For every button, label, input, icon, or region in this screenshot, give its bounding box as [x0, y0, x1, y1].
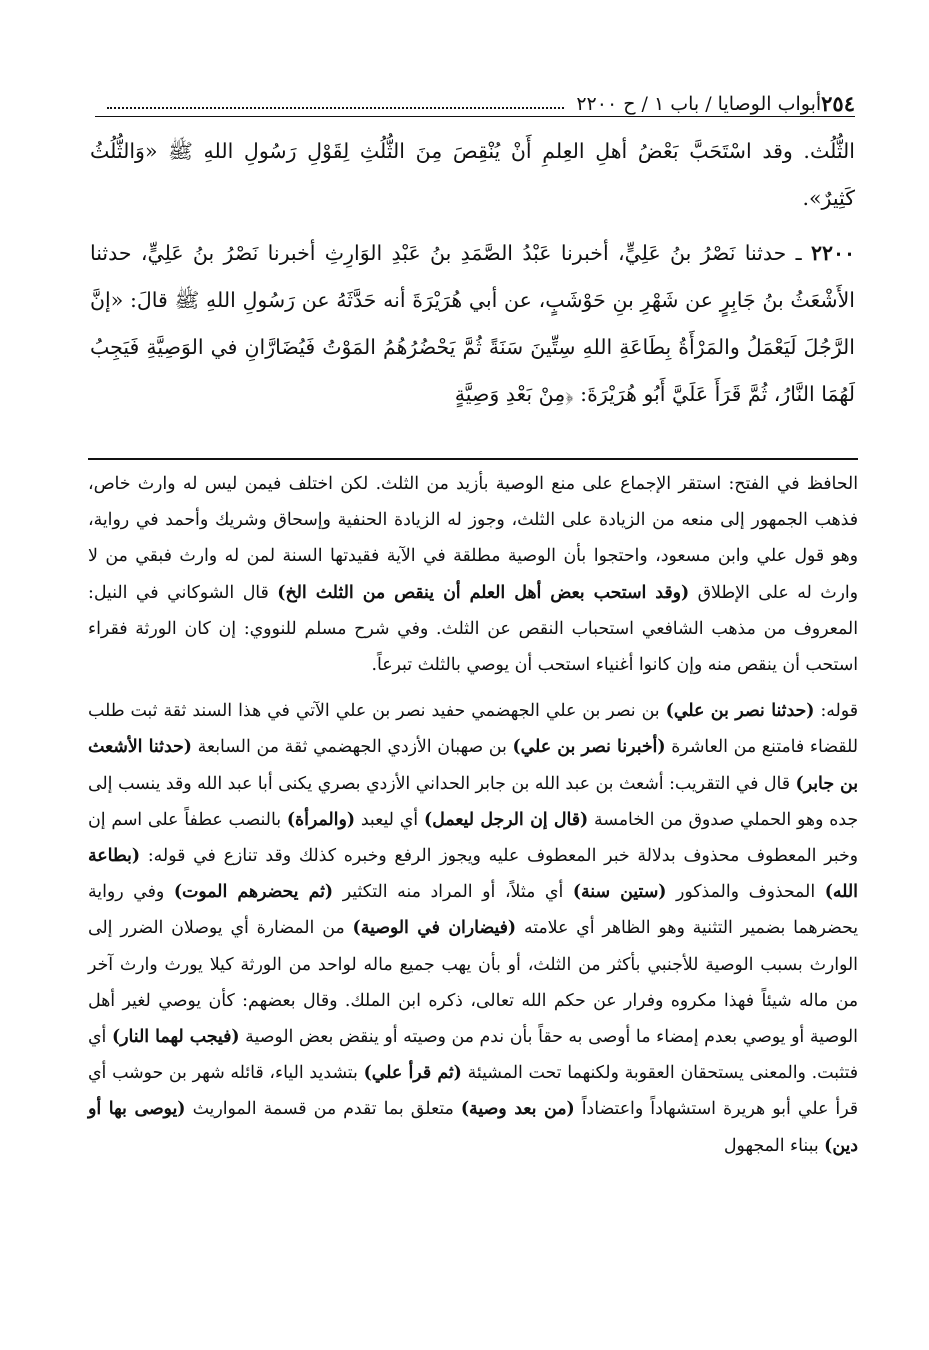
commentary-paragraph	[88, 693, 858, 1164]
page-number: ٢٥٤	[821, 91, 855, 116]
hadith-paragraph	[90, 230, 855, 418]
commentary-text: بتشديد الياء، قائله شهر بن حوشب أي قرأ علي أبو هريرة استشهاداً واعتضاداً	[88, 1063, 859, 1120]
commentary-quote: (من بعد وصية)	[460, 1099, 575, 1120]
commentary-paragraph	[88, 466, 858, 683]
main-paragraph	[90, 128, 855, 222]
commentary-quote: (والمرأة)	[286, 809, 356, 830]
footnote-divider	[88, 458, 858, 460]
commentary-quote: (قال إن الرجل ليعمل)	[423, 809, 589, 830]
commentary-quote: (ثم يحضرهم الموت)	[173, 882, 334, 903]
commentary-text: من المضارة أي يوصلان الضرر إلى الوارث بسبب الوصية للأجنبي بأكثر من الثلث، أو بأن يهب جميع ماله لواحد من الورثة كيلا يورث وارث آخر من ماله شيئاً فهذا مكروه وفرار عن حكم الله تعالى، ذكره ابن الملك. وقال بعضهم: كأن يوصي لغير أهل الوصية أو يوصي بعدم إمضاء ما أوصى به حقاً بأن ندم من وصيته أو ينقض بعض الوصية	[88, 918, 858, 1048]
commentary-quote: (فيضاران في الوصية)	[352, 918, 517, 939]
commentary-quote: (حدثنا نصر بن علي)	[665, 701, 815, 722]
commentary	[88, 466, 858, 1164]
commentary-text: متعلق بما تقدم من قسمة المواريث	[185, 1099, 461, 1120]
commentary-quote: (أخبرنا نصر بن علي)	[512, 737, 666, 758]
commentary-text: قال في التقريب: أشعث بن عبد الله بن جابر الحداني الأزدي بصري يكنى أبا عبد الله وقد ينسب إلى جده وهو الحملي صدوق من الخامسة	[88, 773, 859, 830]
commentary-text: ببناء المجهول	[723, 1135, 825, 1156]
commentary-quote: (حدثنا الأشعث بن جابر)	[88, 737, 858, 794]
commentary-quote: (بطاعة الله)	[88, 846, 858, 903]
commentary-text: بن نصر بن علي الجهضمي حفيد نصر بن علي الآتي في هذا السند ثقة ثبت طلب للقضاء فامتنع من العاشرة	[88, 701, 858, 758]
commentary-text: أي مثلاً، أو المراد منه التكثير	[333, 882, 573, 903]
commentary-quote: (ستين سنة)	[572, 882, 667, 903]
commentary-text: قال الشوكاني في النيل: المعروف من مذهب الشافعي استحباب النقص عن الثلث. وفي شرح مسلم للنووي: إن كان الورثة فقراء استحب أن ينقص منه وإن كانوا أغنياء استحب أن يوصي بالثلث تبرعاً.	[88, 582, 858, 676]
main-paragraph-text: الثُّلُث. وقد اسْتَحَبَّ بَعْضُ أهلِ العِلمِ أَنْ يُنْقِصَ مِنَ الثُّلُثِ لِقَوْلِ رَسُولِ اللهِ ﷺ «وَالثُّلُثُ كَثِيرٌ».	[90, 139, 855, 210]
main-text	[90, 128, 855, 418]
running-title: أبواب الوصايا / باب ١ / ح ٢٢٠٠	[576, 93, 822, 115]
commentary-text: أي ليعبد	[355, 809, 424, 830]
hadith-number: ٢٢٠٠	[810, 241, 855, 265]
hadith-text: ـ حدثنا نَصْرُ بنُ عَلِيٍّ، أخبرنا عَبْدُ الصَّمَدِ بنُ عَبْدِ الوَارِثِ أخبرنا نَصْرُ بنُ عَلِيٍّ، حدثنا الأَشْعَثُ بنُ جَابِرٍ عن شَهْرِ بنِ حَوْشَبٍ، عن أبي هُرَيْرَةَ أنه حَدَّثَهُ عن رَسُولِ اللهِ ﷺ قالَ: «إنَّ الرَّجُلَ لَيَعْمَلُ والمَرْأَةُ بِطَاعَةِ اللهِ سِتِّينَ سَنَةً ثُمَّ يَحْضُرُهُمُ المَوْتُ فَيُضَارَّانِ في الوَصِيَّةِ فَيَجِبُ لَهُمَا النَّارُ، ثُمَّ قَرَأَ عَلَيَّ أَبُو هُرَيْرَةَ: ﴿مِنْ بَعْدِ وَصِيَّةٍ	[90, 241, 855, 406]
commentary-quote: (وقد استحب بعض أهل العلم أن ينقص من الثلث الخ)	[277, 582, 690, 603]
commentary-text: الحافظ في الفتح: استقر الإجماع على منع الوصية بأزيد من الثلث. لكن اختلف فيمن ليس له وارث خاص، فذهب الجمهور إلى منعه من الزيادة على الثلث، وجوز له الزيادة الحنفية وإسحاق وشريك وأحمد في رواية، وهو قول علي وابن مسعود، واحتجوا بأن الوصية مطلقة في الآية فقيدتها السنة لمن له وارث فبقي من لا وارث له على الإطلاق	[88, 474, 859, 603]
commentary-quote: (ثم قرأ علي)	[363, 1063, 462, 1084]
header-dotted-leader	[107, 107, 564, 109]
commentary-text: بالنصب عطفاً على اسم إن وخبر المعطوف محذوف بدلالة خبر المعطوف عليه ويجوز الرفع وخبره كذلك وقد تنازع في قوله:	[88, 809, 858, 867]
commentary-quote: (فيجب لهما النار)	[111, 1027, 240, 1048]
commentary-quote: (يوصى بها أو دين)	[88, 1099, 858, 1156]
commentary-text: بن صهبان الأزدي الجهضمي ثقة من السابعة	[191, 737, 513, 758]
commentary-text: وفي رواية يحضرهما بضمير التثنية وهو الظاهر أي علامته	[88, 882, 859, 939]
commentary-text: أي فتثبت. والمعنى يستحقان العقوبة ولكنهما تحت المشيئة	[88, 1027, 859, 1084]
commentary-text: المحذوف والمذكور	[666, 882, 825, 903]
commentary-text: قوله:	[814, 701, 858, 722]
page-header	[95, 82, 855, 117]
